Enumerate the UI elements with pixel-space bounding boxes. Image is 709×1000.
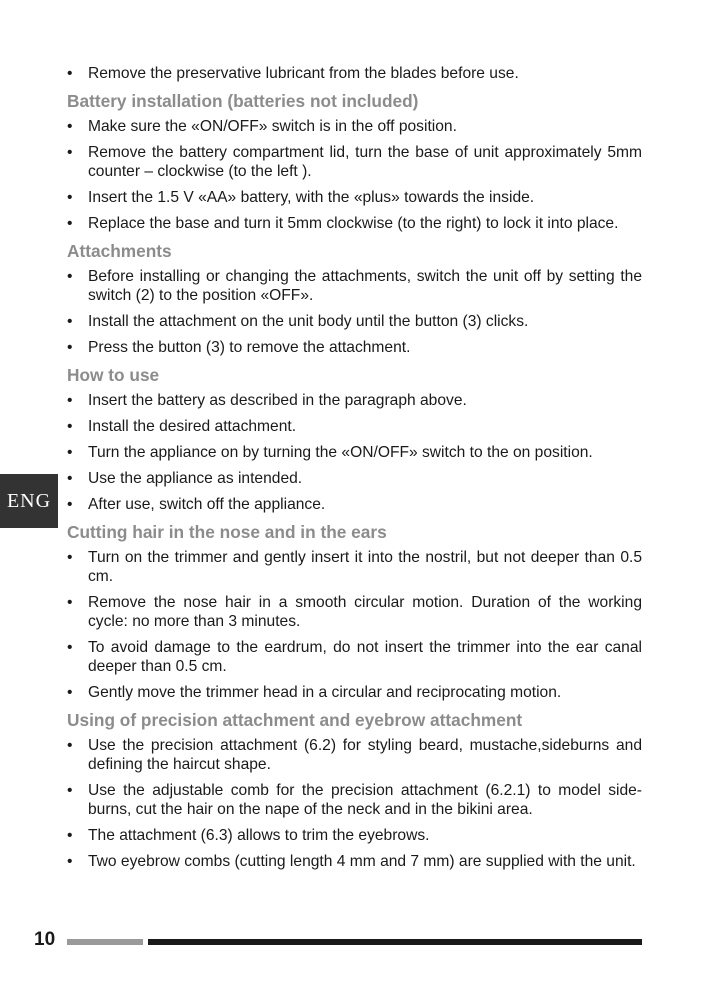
list-item: • Use the adjustable comb for the precision attachment (6.2.1) to model side-burns, cut the hair on the nape of the neck and in the bikini area.	[67, 781, 642, 819]
list-item: • Insert the battery as described in the paragraph above.	[67, 391, 642, 410]
precision-attachment-list	[67, 736, 642, 871]
intro-list	[67, 64, 642, 83]
list-item: • After use, switch off the appliance.	[67, 495, 642, 514]
list-item: • Before installing or changing the attachments, switch the unit off by setting the switch (2) to the position «OFF».	[67, 267, 642, 305]
section-heading-battery-installation: Battery installation (batteries not included)	[67, 91, 419, 111]
section-heading-attachments: Attachments	[67, 241, 172, 261]
list-item: • Two eyebrow combs (cutting length 4 mm and 7 mm) are supplied with the unit.	[67, 852, 642, 871]
list-item: • Remove the preservative lubricant from the blades before use.	[67, 64, 642, 83]
footer-bar-dark	[148, 939, 642, 945]
page-number: 10	[34, 929, 56, 950]
list-item: • Remove the nose hair in a smooth circular motion. Duration of the working cycle: no more than 3 minutes.	[67, 593, 642, 631]
list-item: • Turn the appliance on by turning the «ON/OFF» switch to the on position.	[67, 443, 642, 462]
list-item: • Gently move the trimmer head in a circular and reciprocating motion.	[67, 683, 642, 702]
list-item: • Install the attachment on the unit body until the button (3) clicks.	[67, 312, 642, 331]
manual-page-content	[67, 64, 642, 878]
list-item: • Replace the base and turn it 5mm clockwise (to the right) to lock it into place.	[67, 214, 642, 233]
list-item: • Use the appliance as intended.	[67, 469, 642, 488]
list-item: • To avoid damage to the eardrum, do not insert the trimmer into the ear canal deeper than 0.5 cm.	[67, 638, 642, 676]
list-item: • Install the desired attachment.	[67, 417, 642, 436]
how-to-use-list	[67, 391, 642, 514]
list-item: • The attachment (6.3) allows to trim the eyebrows.	[67, 826, 642, 845]
section-heading-how-to-use: How to use	[67, 365, 160, 385]
nose-ears-list	[67, 548, 642, 702]
language-tab: ENG	[0, 474, 58, 528]
list-item: • Remove the battery compartment lid, turn the base of unit approximately 5mm counter – clockwise (to the left ).	[67, 143, 642, 181]
attachments-list	[67, 267, 642, 357]
list-item: • Insert the 1.5 V «AA» battery, with the «plus» towards the inside.	[67, 188, 642, 207]
battery-installation-list	[67, 117, 642, 233]
footer-bar-light	[67, 939, 143, 945]
section-heading-nose-ears: Cutting hair in the nose and in the ears	[67, 522, 387, 542]
list-item: • Make sure the «ON/OFF» switch is in the off position.	[67, 117, 642, 136]
list-item: • Turn on the trimmer and gently insert it into the nostril, but not deeper than 0.5 cm.	[67, 548, 642, 586]
section-heading-precision-attachment: Using of precision attachment and eyebrow attachment	[67, 710, 523, 730]
list-item: • Press the button (3) to remove the attachment.	[67, 338, 642, 357]
list-item: • Use the precision attachment (6.2) for styling beard, mustache,sideburns and defining the haircut shape.	[67, 736, 642, 774]
